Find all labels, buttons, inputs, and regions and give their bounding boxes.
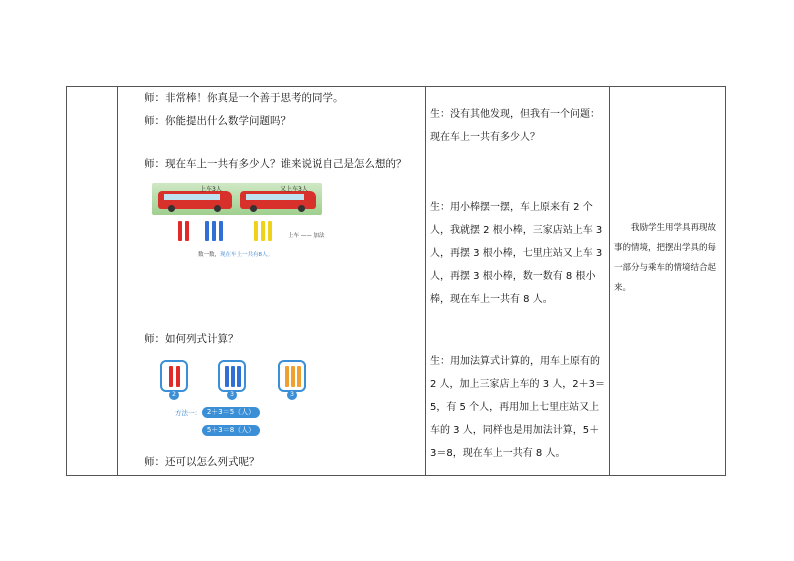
bus-label-right: 又上车3人 xyxy=(280,186,308,193)
bus-label-left: 上车3人 xyxy=(200,186,222,193)
equation-2: 5＋3＝8（人） xyxy=(202,425,260,436)
count-number: 3 xyxy=(287,390,297,400)
blue-stick xyxy=(212,221,216,241)
student-response-3: 生：用加法算式计算的，用车上原有的 2 人，加上三家店上车的 3 人，2＋3＝5，有 5 个人，再用加上七里庄站又上车的 3 人，同样也是用加法计算，5＋3＝8，现在车上一共有 8 人。 xyxy=(430,356,605,459)
red-stick xyxy=(178,221,182,241)
blue-stick xyxy=(205,221,209,241)
yellow-stick xyxy=(261,221,265,241)
equation-1: 2＋3＝5（人） xyxy=(202,407,260,418)
yellow-stick xyxy=(254,221,258,241)
bus-illustration xyxy=(152,183,322,215)
bus-left xyxy=(158,191,232,209)
arrow-caption: 上车 —— 加法 xyxy=(288,233,325,239)
count-number: 2 xyxy=(169,390,179,400)
count-box xyxy=(160,360,188,392)
count-caption-a: 数一数， xyxy=(198,252,221,258)
count-box xyxy=(218,360,246,392)
blue-stick xyxy=(219,221,223,241)
design-note: 我励学生用学具再现故事的情境，把摆出学具的每一部分与乘车的情境结合起来。 xyxy=(614,223,717,293)
student-response-2: 生：用小棒摆一摆，车上原来有 2 个人，我就摆 2 根小棒，三家店站上车 3 人，再摆 3 根小棒，七里庄站又上车 3 人，再摆 3 根小棒，数一数有 8 根小棒，现在车上一共有 8 人。 xyxy=(430,202,603,305)
teacher-line-3: 师：现在车上一共有多少人？谁来说说自己是怎么想的？ xyxy=(144,158,407,170)
bus-right xyxy=(240,191,316,209)
teacher-line-1: 师：非常棒！你真是一个善于思考的同学。 xyxy=(144,92,344,104)
teacher-line-4: 师：如何列式计算？ xyxy=(144,333,239,345)
student-response-1: 生：没有其他发现，但我有一个问题：现在车上一共有多少人？ xyxy=(430,109,600,143)
yellow-stick xyxy=(268,221,272,241)
teacher-line-5: 师：还可以怎么列式呢？ xyxy=(144,456,260,468)
column-divider xyxy=(609,87,610,475)
count-box xyxy=(278,360,306,392)
count-caption-b: 现在车上一共有8人。 xyxy=(220,252,273,258)
teacher-line-2: 师：你能提出什么数学问题吗？ xyxy=(144,115,291,127)
count-number: 3 xyxy=(227,390,237,400)
red-stick xyxy=(185,221,189,241)
column-divider xyxy=(425,87,426,475)
column-divider xyxy=(117,87,118,475)
method-label: 方法一： xyxy=(175,409,201,417)
